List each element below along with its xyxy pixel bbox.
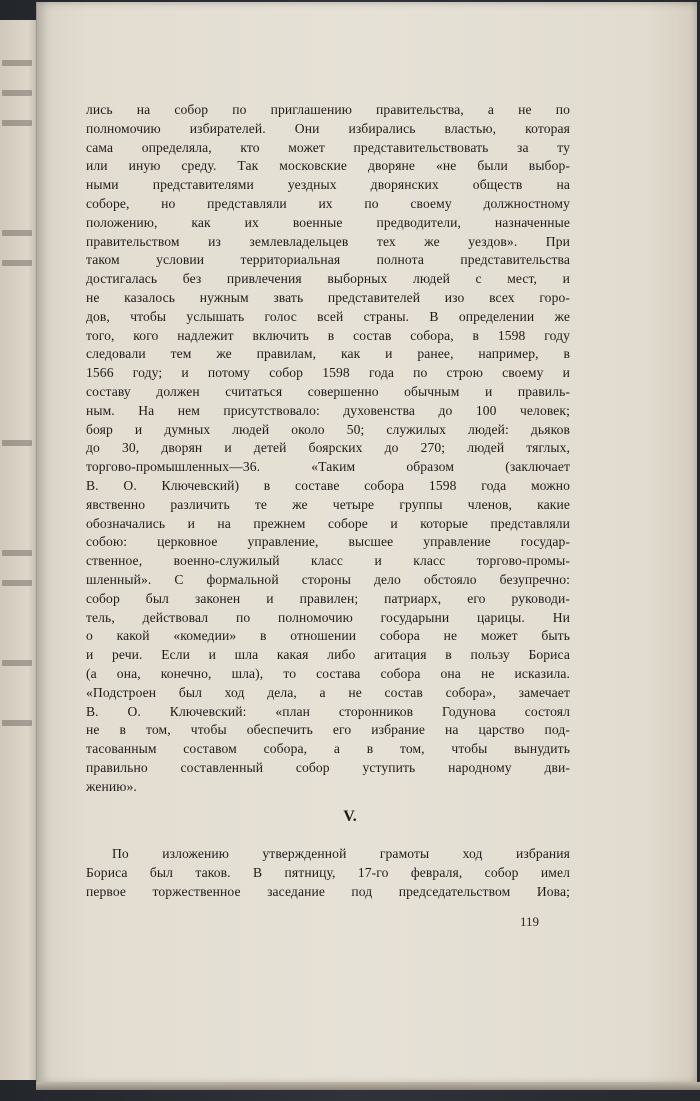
left-page-text-fragment <box>2 720 32 726</box>
text-line: бояр и думных людей около 50; служилых людей: дьяков <box>86 421 570 437</box>
text-line: собор был законен и правилен; патриарх, его руководи- <box>86 590 570 606</box>
text-line: ными представителями уездных дворянских обществ на <box>86 177 570 193</box>
left-page-text-fragment <box>2 260 32 266</box>
page-number: 119 <box>520 914 540 929</box>
text-line: и речи. Если и шла какая либо агитация в пользу Бориса <box>86 647 570 663</box>
body-text-paragraph-2 <box>86 845 570 901</box>
text-line: правильно составленный собор уступить народному дви- <box>86 759 570 775</box>
left-page-text-fragment <box>2 660 32 666</box>
text-line: «Подстроен был ход дела, а не состав собора», замечает <box>86 684 570 700</box>
left-page-text-fragment <box>2 120 32 126</box>
text-line: следовали тем же правилам, как и ранее, например, в <box>86 346 570 362</box>
text-line: не казалось нужным звать представителей изо всех горо- <box>86 289 570 305</box>
left-page-text-fragment <box>2 580 32 586</box>
text-line: того, кого надлежит включить в состав собора, в 1598 году <box>86 327 570 343</box>
text-line: жению». <box>86 778 137 794</box>
left-page-text-fragment <box>2 440 32 446</box>
text-line: В. О. Ключевский: «план сторонников Годунова состоял <box>86 703 570 719</box>
text-line: ным. На нем присутствовало: духовенства до 100 человек; <box>86 402 570 418</box>
text-line: лись на собор по приглашению правительства, а не по <box>86 102 570 117</box>
text-line: В. О. Ключевский) в составе собора 1598 года можно <box>86 477 570 493</box>
text-line: первое торжественное заседание под председательством Иова; <box>86 883 570 899</box>
text-line: собою: церковное управление, высшее управление государ- <box>86 534 570 550</box>
text-line: тасованным составом собора, а в том, чтобы вынудить <box>86 741 570 757</box>
text-line: составу должен считаться совершенно обычным и правиль- <box>86 383 570 399</box>
body-text-paragraph-1 <box>86 101 570 796</box>
text-line: о какой «комедии» в отношении собора не может быть <box>86 628 570 644</box>
text-line: ственное, военно-служилый класс и класс торгово-промы- <box>86 553 570 569</box>
text-line: тель, действовал по полномочию государыни царицы. Ни <box>86 609 570 625</box>
page-stack-edge <box>36 1082 700 1090</box>
text-line: явственно различить те же четыре группы членов, какие <box>86 496 570 512</box>
text-line: или иную среду. Так московские дворяне «не были выбор- <box>86 158 570 174</box>
text-line: положению, как их военные предводители, назначенные <box>86 214 570 230</box>
text-line: правительством из землевладельцев тех же уездов». При <box>86 233 570 249</box>
left-page-text-fragment <box>2 230 32 236</box>
text-line: дов, чтобы услышать голос всей страны. В определении же <box>86 308 570 324</box>
left-page-text-fragment <box>2 550 32 556</box>
text-line: таком условии территориальная полнота представительства <box>86 252 570 268</box>
left-page-edge <box>0 20 40 1080</box>
text-line: обозначались и на прежнем соборе и которые представляли <box>86 515 570 531</box>
text-line: полномочию избирателей. Они избирались властью, которая <box>86 120 570 136</box>
text-line: Бориса был таков. В пятницу, 17-го февраля, собор имел <box>86 864 570 880</box>
text-line: соборе, но представляли их по своему должностному <box>86 195 570 211</box>
section-heading: V. <box>343 808 357 825</box>
left-page-text-fragment <box>2 90 32 96</box>
text-line: не в том, чтобы обеспечить его избрание на царство под- <box>86 722 570 738</box>
text-line: (а она, конечно, шла), то состава собора она не исказила. <box>86 665 570 681</box>
text-line: торгово-промышленных—36. «Таким образом (заключает <box>86 459 570 475</box>
text-line: шленный». С формальной стороны дело обстояло безупречно: <box>86 571 570 587</box>
text-line: 1566 году; и потому собор 1598 года по строю своему и <box>86 365 570 381</box>
text-line: достигалась без привлечения выборных людей с мест, и <box>86 271 570 287</box>
left-page-text-fragment <box>2 60 32 66</box>
text-line: сама определяла, кто может представительствовать за ту <box>86 139 570 155</box>
text-line: По изложению утвержденной грамоты ход избрания <box>112 846 570 861</box>
text-line: до 30, дворян и детей боярских до 270; людей тяглых, <box>86 440 570 456</box>
